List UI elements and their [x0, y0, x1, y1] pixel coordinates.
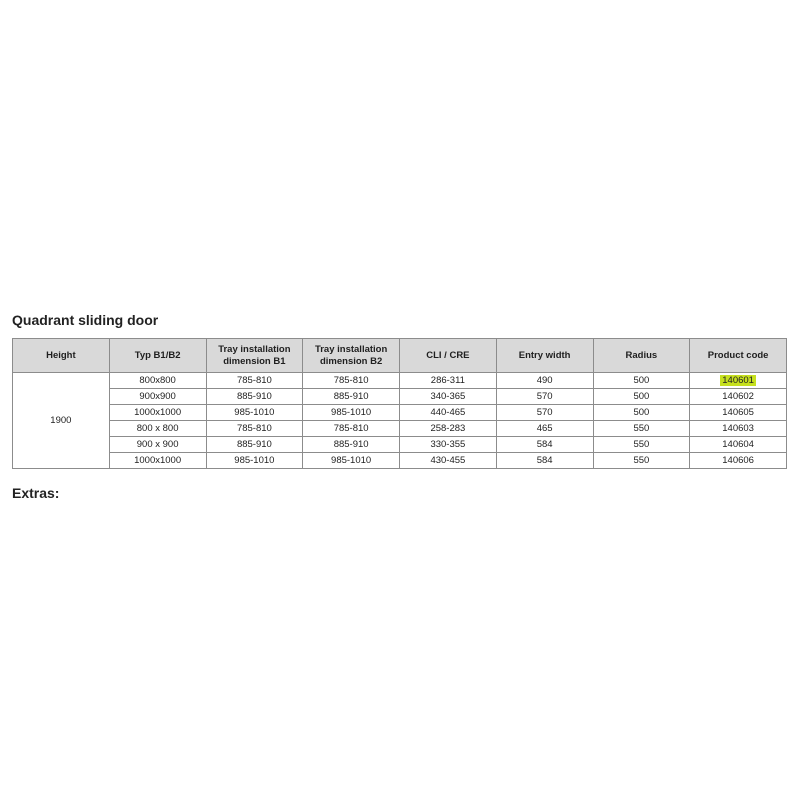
b1-cell: 985-1010: [206, 453, 303, 469]
height-cell: 1900: [13, 373, 110, 469]
radius-cell: 550: [593, 421, 690, 437]
type-cell: 800 x 800: [109, 421, 206, 437]
type-cell: 1000x1000: [109, 453, 206, 469]
table-row: [13, 437, 787, 453]
section-title: Quadrant sliding door: [12, 312, 159, 328]
header-tray-b1: [206, 339, 303, 373]
header-label: Typ B1/B2: [134, 349, 181, 361]
header-label: Tray installation: [218, 343, 291, 355]
type-cell: 900 x 900: [109, 437, 206, 453]
cli-cre-cell: 440-465: [400, 405, 497, 421]
table-row: [13, 421, 787, 437]
type-cell: 900x900: [109, 389, 206, 405]
header-label-line2: dimension B2: [319, 355, 383, 367]
product-code-cell: 140603: [690, 421, 787, 437]
header-label: Tray installation: [314, 343, 388, 355]
header-type: [109, 339, 206, 373]
header-radius: [593, 339, 690, 373]
product-code-cell: 140606: [690, 453, 787, 469]
product-code-cell: 140605: [690, 405, 787, 421]
radius-cell: 550: [593, 437, 690, 453]
table-body: [13, 373, 787, 469]
header-tray-b2: [303, 339, 400, 373]
table-row: [13, 453, 787, 469]
table-row: [13, 405, 787, 421]
b2-cell: 885-910: [303, 389, 400, 405]
header-label: Entry width: [518, 349, 571, 361]
radius-cell: 500: [593, 389, 690, 405]
cli-cre-cell: 340-365: [400, 389, 497, 405]
header-label-line2: dimension B1: [223, 355, 286, 367]
header-product-code: [690, 339, 787, 373]
header-entry-width: [496, 339, 593, 373]
product-code-cell: [690, 373, 787, 389]
entry-width-cell: 584: [496, 437, 593, 453]
b2-cell: 985-1010: [303, 405, 400, 421]
cli-cre-cell: 430-455: [400, 453, 497, 469]
b1-cell: 785-810: [206, 373, 303, 389]
b2-cell: 985-1010: [303, 453, 400, 469]
b1-cell: 885-910: [206, 437, 303, 453]
b1-cell: 785-810: [206, 421, 303, 437]
entry-width-cell: 584: [496, 453, 593, 469]
b1-cell: 885-910: [206, 389, 303, 405]
b2-cell: 885-910: [303, 437, 400, 453]
type-cell: 800x800: [109, 373, 206, 389]
entry-width-cell: 570: [496, 405, 593, 421]
cli-cre-cell: 258-283: [400, 421, 497, 437]
extras-heading: Extras:: [12, 485, 60, 501]
header-label: Product code: [707, 349, 769, 361]
cli-cre-cell: 330-355: [400, 437, 497, 453]
product-code-cell: 140602: [690, 389, 787, 405]
highlighted-product-code: 140601: [722, 374, 754, 386]
header-label: Height: [46, 349, 76, 361]
type-cell: 1000x1000: [109, 405, 206, 421]
table-row: [13, 389, 787, 405]
entry-width-cell: 490: [496, 373, 593, 389]
radius-cell: 500: [593, 373, 690, 389]
header-height: [13, 339, 110, 373]
radius-cell: 550: [593, 453, 690, 469]
b1-cell: 985-1010: [206, 405, 303, 421]
header-row: [13, 339, 787, 373]
entry-width-cell: 465: [496, 421, 593, 437]
table-row: [13, 373, 787, 389]
product-code-cell: 140604: [690, 437, 787, 453]
header-cli-cre: [400, 339, 497, 373]
header-label: Radius: [625, 349, 658, 361]
header-label: CLI / CRE: [426, 349, 470, 361]
table-header: [13, 339, 787, 373]
b2-cell: 785-810: [303, 373, 400, 389]
entry-width-cell: 570: [496, 389, 593, 405]
b2-cell: 785-810: [303, 421, 400, 437]
cli-cre-cell: 286-311: [400, 373, 497, 389]
product-spec-table: [12, 338, 787, 469]
radius-cell: 500: [593, 405, 690, 421]
